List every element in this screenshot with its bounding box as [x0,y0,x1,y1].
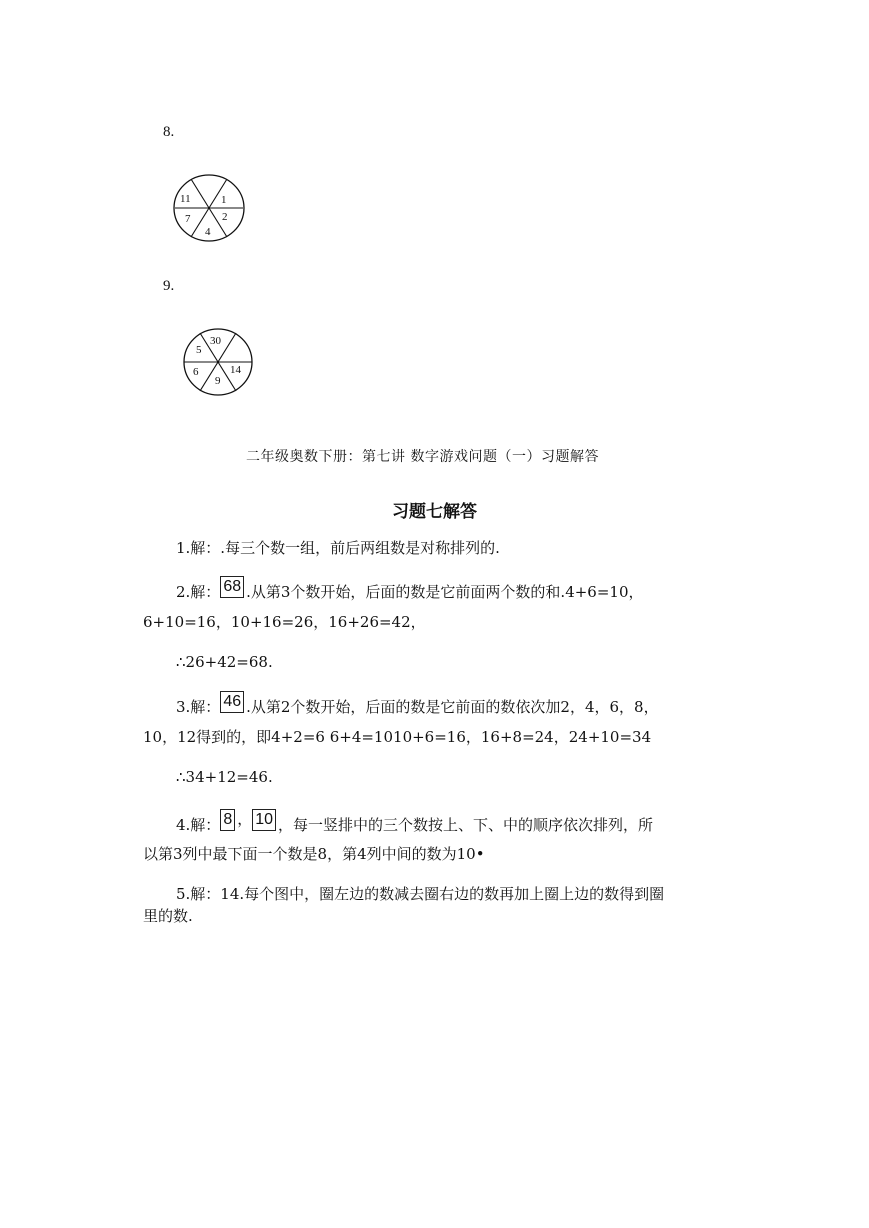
number-wheel-9 [180,326,256,398]
wheel-8-value-left-top: 11 [180,193,191,205]
wheel-9-value-right-bottom: 14 [230,364,241,376]
number-wheel-8 [170,172,248,244]
answer-2-prefix: 2.解： [176,583,221,601]
answer-2-line-1 [176,578,644,604]
answer-3-line-1 [176,693,659,719]
answer-2-text: .从第3个数开始，后面的数是它前面两个数的和.4+6=10， [246,583,644,601]
answers-heading: 习题七解答 [392,502,477,522]
answer-3-line-2: 10，12得到的，即4+2=6 6+4=1010+6=16，16+8=24，24+10=34 [143,728,652,746]
answer-2-boxed-value: 68 [220,576,244,598]
answer-4-line-1 [176,810,654,837]
answer-3-prefix: 3.解： [176,698,221,716]
answer-4-text: ，每一竖排中的三个数按上、下、中的顺序依次排列，所 [278,816,654,834]
problem-number-8: 8. [163,124,175,140]
wheel-9-value-bottom: 9 [215,375,221,387]
answer-3-boxed-value: 46 [220,691,244,713]
answer-4-boxed-value-1: 8 [220,809,235,831]
answer-4-prefix: 4.解： [176,816,221,834]
answer-5-line-1: 5.解：14.每个图中，圈左边的数减去圈右边的数再加上圈上边的数得到圈 [176,885,665,903]
answer-4-separator: ， [237,810,253,828]
wheel-8-value-left-bottom: 7 [185,213,191,225]
wheel-8-value-right-top: 1 [221,194,227,206]
answer-2-line-2: 6+10=16，10+16=26，16+26=42， [143,613,426,631]
wheel-9-value-left-bottom: 6 [193,366,199,378]
answer-4-boxed-value-2: 10 [252,809,276,831]
answer-5-line-2: 里的数. [143,907,193,925]
answer-2-therefore: ∴26+42=68. [176,653,273,671]
answer-1: 1.解：.每三个数一组，前后两组数是对称排列的. [176,539,500,557]
wheel-9-value-top: 30 [210,335,221,347]
section-caption: 二年级奥数下册：第七讲 数字游戏问题（一）习题解答 [246,449,599,465]
wheel-8-value-right-bottom: 2 [222,211,228,223]
wheel-8-value-bottom: 4 [205,226,211,238]
problem-number-9: 9. [163,278,175,294]
answer-3-text: .从第2个数开始，后面的数是它前面的数依次加2，4，6，8， [246,698,659,716]
wheel-9-value-left-top: 5 [196,344,202,356]
answer-3-therefore: ∴34+12=46. [176,768,273,786]
answer-4-line-2: 以第3列中最下面一个数是8，第4列中间的数为10• [143,845,485,863]
